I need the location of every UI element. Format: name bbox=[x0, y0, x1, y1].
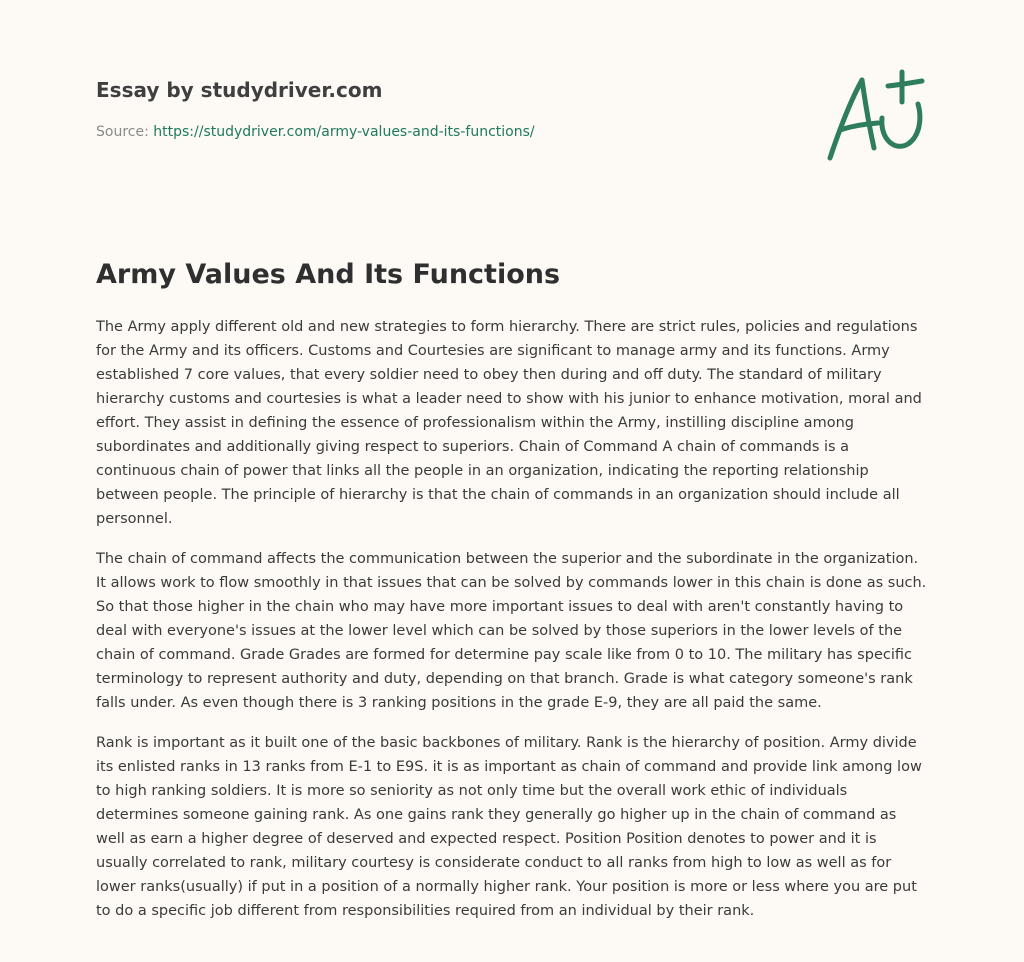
article-paragraph: The Army apply different old and new strategies to form hierarchy. There are strict rules, policies and regulations for the Army and its officers. Customs and Courtesies are significant to manage army and its functions. Army established 7 core values, that every soldier need to obey then during and off duty. The standard of military hierarchy customs and courtesies is what a leader need to show with his junior to enhance motivation, moral and effort. They assist in defining the essence of professionalism within the Army, instilling discipline among subordinates and additionally giving respect to superiors. Chain of Command A chain of commands is a continuous chain of power that links all the people in an organization, indicating the reporting relationship between people. The principle of hierarchy is that the chain of commands in an organization should include all personnel. bbox=[96, 319, 922, 527]
page-title: Army Values And Its Functions bbox=[96, 259, 561, 290]
site-brand: Essay by studydriver.com bbox=[96, 78, 383, 102]
article-body bbox=[96, 315, 928, 939]
a-plus-grade-icon bbox=[822, 68, 926, 164]
page-header bbox=[96, 76, 796, 142]
article-paragraph: The chain of command affects the communication between the superior and the subordinate in the organization. It allows work to flow smoothly in that issues that can be solved by commands lower in this chain is done as such. So that those higher in the chain who may have more important issues to deal with aren't constantly having to deal with everyone's issues at the lower level which can be solved by those superiors in the lower levels of the chain of command. Grade Grades are formed for determine pay scale like from 0 to 10. The military has specific terminology to represent authority and duty, depending on that branch. Grade is what category someone's rank falls under. As even though there is 3 ranking positions in the grade E-9, they are all paid the same. bbox=[96, 551, 927, 711]
source-link[interactable]: https://studydriver.com/army-values-and-its-functions/ bbox=[153, 124, 535, 140]
source-line bbox=[96, 122, 796, 142]
source-label: Source: bbox=[96, 124, 149, 140]
article-paragraph: Rank is important as it built one of the basic backbones of military. Rank is the hierarchy of position. Army divide its enlisted ranks in 13 ranks from E-1 to E9S. it is as important as chain of command and provide link among low to high ranking soldiers. It is more so seniority as not only time but the overall work ethic of individuals determines someone gaining rank. As one gains rank they generally go higher up in the chain of command as well as earn a higher degree of deserved and expected respect. Position Position denotes to power and it is usually correlated to rank, military courtesy is considerate conduct to all ranks from high to low as well as for lower ranks(usually) if put in a position of a normally higher rank. Your position is more or less where you are put to do a specific job different from responsibilities required from an individual by their rank. bbox=[96, 735, 922, 919]
